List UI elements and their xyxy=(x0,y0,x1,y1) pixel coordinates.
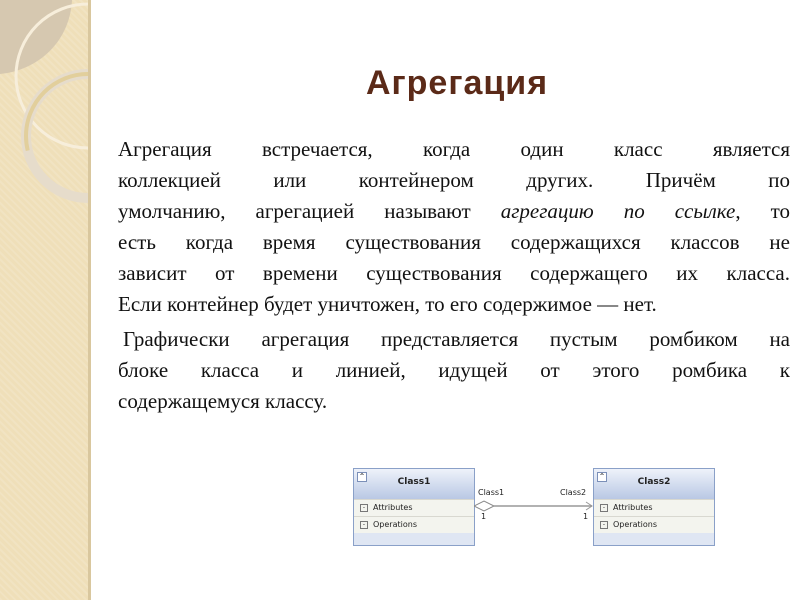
class-name: Class2 xyxy=(637,477,671,487)
minus-icon: - xyxy=(360,521,368,529)
text-span: , то xyxy=(735,199,790,223)
paragraph-1 xyxy=(118,134,790,320)
paragraph-2 xyxy=(118,324,790,417)
source-role: Class1 xyxy=(478,488,505,497)
collapse-icon: ^ xyxy=(357,472,367,482)
target-role: Class2 xyxy=(560,488,587,497)
compartment-label: Attributes xyxy=(373,503,413,512)
minus-icon: - xyxy=(360,504,368,512)
class1-box xyxy=(353,468,475,546)
text-line: зависит от времени существования содержащего их класса. xyxy=(118,261,790,285)
compartment-label: Attributes xyxy=(613,503,653,512)
text-line: Агрегация встречается, когда один класс является xyxy=(118,137,790,161)
compartment-operations xyxy=(354,516,474,533)
decorative-circles xyxy=(0,0,88,600)
text-line: Графически агрегация представляется пустым ромбиком на xyxy=(123,327,790,351)
aggregation-diamond-icon xyxy=(474,501,494,511)
slide-title: Агрегация xyxy=(365,64,549,102)
text-line: блоке класса и линией, идущей от этого ромбика к xyxy=(118,358,790,382)
compartment-label: Operations xyxy=(613,520,657,529)
class-name: Class1 xyxy=(397,477,431,487)
target-multiplicity: 1 xyxy=(583,512,589,521)
text-line: есть когда время существования содержащихся классов не xyxy=(118,230,790,254)
compartment-attributes xyxy=(594,499,714,516)
class2-box xyxy=(593,468,715,546)
minus-icon: - xyxy=(600,521,608,529)
text-line: Если контейнер будет уничтожен, то его содержимое — нет. xyxy=(118,292,657,316)
text-line: содержащемуся классу. xyxy=(118,389,328,413)
italic-term: агрегацию по ссылке xyxy=(500,199,736,223)
compartment-label: Operations xyxy=(373,520,417,529)
slide-body xyxy=(118,134,790,417)
sidebar-edge xyxy=(88,0,91,600)
source-multiplicity: 1 xyxy=(481,512,487,521)
uml-aggregation-diagram xyxy=(350,466,720,548)
compartment-operations xyxy=(594,516,714,533)
minus-icon: - xyxy=(600,504,608,512)
collapse-icon: ^ xyxy=(597,472,607,482)
aggregation-connector xyxy=(474,496,594,516)
text-span: умолчанию, агрегацией называют xyxy=(118,199,501,223)
text-line: коллекцией или контейнером других. Причём по xyxy=(118,168,790,192)
compartment-attributes xyxy=(354,499,474,516)
text-line xyxy=(118,196,790,227)
decorative-sidebar xyxy=(0,0,88,600)
